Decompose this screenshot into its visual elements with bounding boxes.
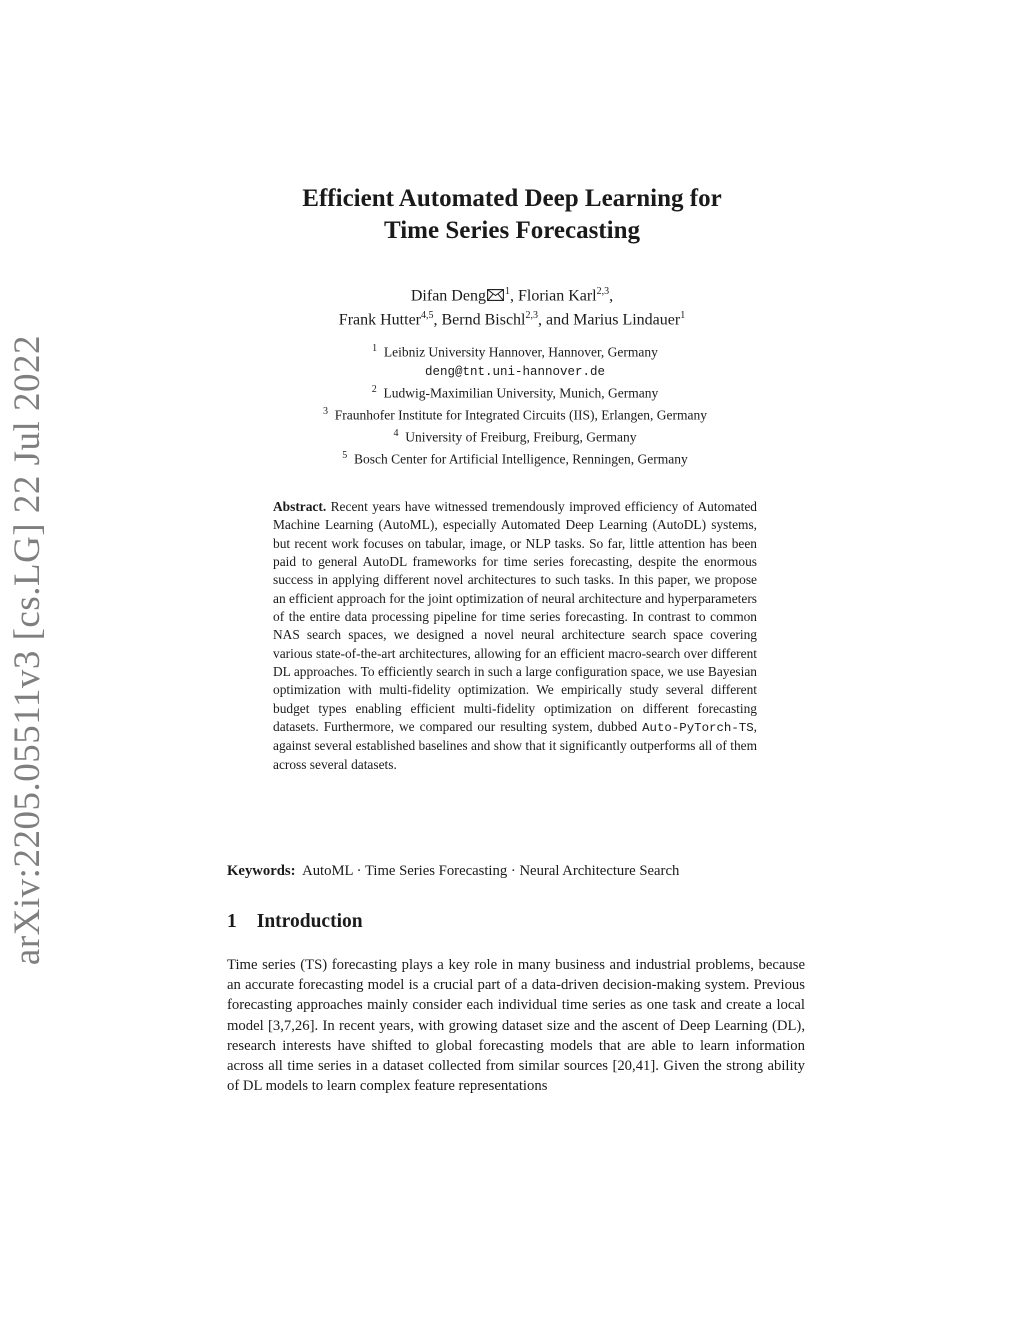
- author-line-1: [0, 282, 1024, 306]
- envelope-icon: [487, 289, 504, 301]
- author-name: Bernd Bischl: [441, 311, 526, 329]
- affiliation-mark: 5: [342, 450, 348, 462]
- contact-email[interactable]: [0, 362, 1024, 381]
- author-affiliation-mark: 2,3: [596, 286, 610, 297]
- system-name: Auto-PyTorch-TS: [642, 721, 754, 736]
- abstract-label: Abstract.: [273, 499, 327, 514]
- keyword-separator: ·: [507, 863, 520, 879]
- abstract-block: [273, 498, 757, 774]
- author-affiliation-mark: 4,5: [421, 310, 434, 322]
- affiliation-text: Leibniz University Hannover, Hannover, Germany: [383, 344, 658, 360]
- author-list: [0, 282, 1024, 331]
- author-name: Florian Karl: [517, 287, 597, 305]
- author-separator: ,: [609, 287, 614, 305]
- keyword-separator: ·: [352, 863, 365, 879]
- abstract-text: Recent years have witnessed tremendously improved efficiency of Automated Machine Learning (AutoML), especially Automated Deep Learning (AutoDL) systems, but recent work focuses on tabular, image, or NLP tasks. So far, little attention has been paid to general AutoDL frameworks for time series forecasting, despite the enormous success in applying different novel architectures to such tasks. In this paper, we propose an efficient approach for the joint optimization of neural architecture and hyperparameters of the entire data processing pipeline for time series forecasting. In contrast to common NAS search spaces, we designed a novel neural architecture search space covering various state-of-the-art architectures, allowing for an efficient macro-search over different DL approaches. To efficiently search in such a large configuration space, we use Bayesian optimization with multi-fidelity optimization. We empirically study several different budget types enabling efficient multi-fidelity optimization on different forecasting datasets. Furthermore, we compared our resulting system, dubbed: [273, 499, 757, 735]
- keyword: Neural Architecture Search: [519, 863, 680, 879]
- affiliation-mark: 2: [371, 384, 377, 396]
- affiliation-mark: 3: [322, 406, 328, 418]
- affiliation-text: University of Freiburg, Freiburg, Germany: [405, 429, 637, 445]
- affiliation-item: [0, 381, 1024, 403]
- author-separator: ,: [433, 311, 442, 329]
- paper-title-line-1: Efficient Automated Deep Learning for: [302, 185, 722, 212]
- affiliation-item: [0, 447, 1024, 469]
- affiliation-item: [0, 425, 1024, 447]
- introduction-paragraph: Time series (TS) forecasting plays a key role in many business and industrial problems, because an accurate forecasting model is a crucial part of a data-driven decision-making system. Previous forecasting approaches mainly consider each individual time series as one task and create a local model [3,7,26]. In recent years, with growing dataset size and the ascent of Deep Learning (DL), research interests have shifted to global forecasting models that are able to learn information across all time series in a dataset collected from similar sources [20,41]. Given the strong ability of DL models to learn complex feature representations: [227, 957, 805, 1095]
- author-name: Frank Hutter: [338, 311, 421, 329]
- author-and: , and: [538, 311, 574, 329]
- author-name: Marius Lindauer: [573, 311, 681, 329]
- abstract-text-end: , against several established baselines and show that it significantly outperforms all of them across several datasets.: [273, 719, 757, 772]
- keywords-label: Keywords:: [227, 863, 296, 879]
- affiliation-item: [0, 340, 1024, 362]
- affiliation-item: [0, 403, 1024, 425]
- section-heading: [227, 910, 363, 934]
- affiliation-text: Fraunhofer Institute for Integrated Circuits (IIS), Erlangen, Germany: [334, 407, 707, 423]
- author-separator: ,: [509, 287, 518, 305]
- arxiv-identifier-text: arXiv:2205.05511v3 [cs.LG] 22 Jul 2022: [7, 334, 48, 966]
- affiliation-mark: 1: [372, 343, 378, 354]
- author-affiliation-mark: 2,3: [525, 310, 538, 322]
- affiliation-text: Bosch Center for Artificial Intelligence, Renningen, Germany: [354, 451, 688, 467]
- keywords-line: [227, 861, 807, 881]
- author-affiliation-mark: 1: [680, 310, 686, 322]
- author-line-2: [0, 306, 1024, 330]
- affiliation-text: Ludwig-Maximilian University, Munich, Germany: [383, 385, 659, 401]
- section-number: 1: [227, 911, 237, 932]
- section-title: Introduction: [256, 911, 363, 932]
- paper-title-line-2: Time Series Forecasting: [384, 217, 640, 244]
- author-affiliation-mark: 1: [504, 286, 510, 297]
- author-name: Difan Deng: [410, 287, 486, 305]
- keyword: AutoML: [302, 863, 353, 879]
- affiliation-list: [0, 340, 1024, 469]
- keyword: Time Series Forecasting: [364, 863, 508, 879]
- affiliation-mark: 4: [393, 428, 399, 440]
- paper-title: [0, 183, 1024, 247]
- email-address[interactable]: deng@tnt.uni-hannover.de: [424, 364, 606, 379]
